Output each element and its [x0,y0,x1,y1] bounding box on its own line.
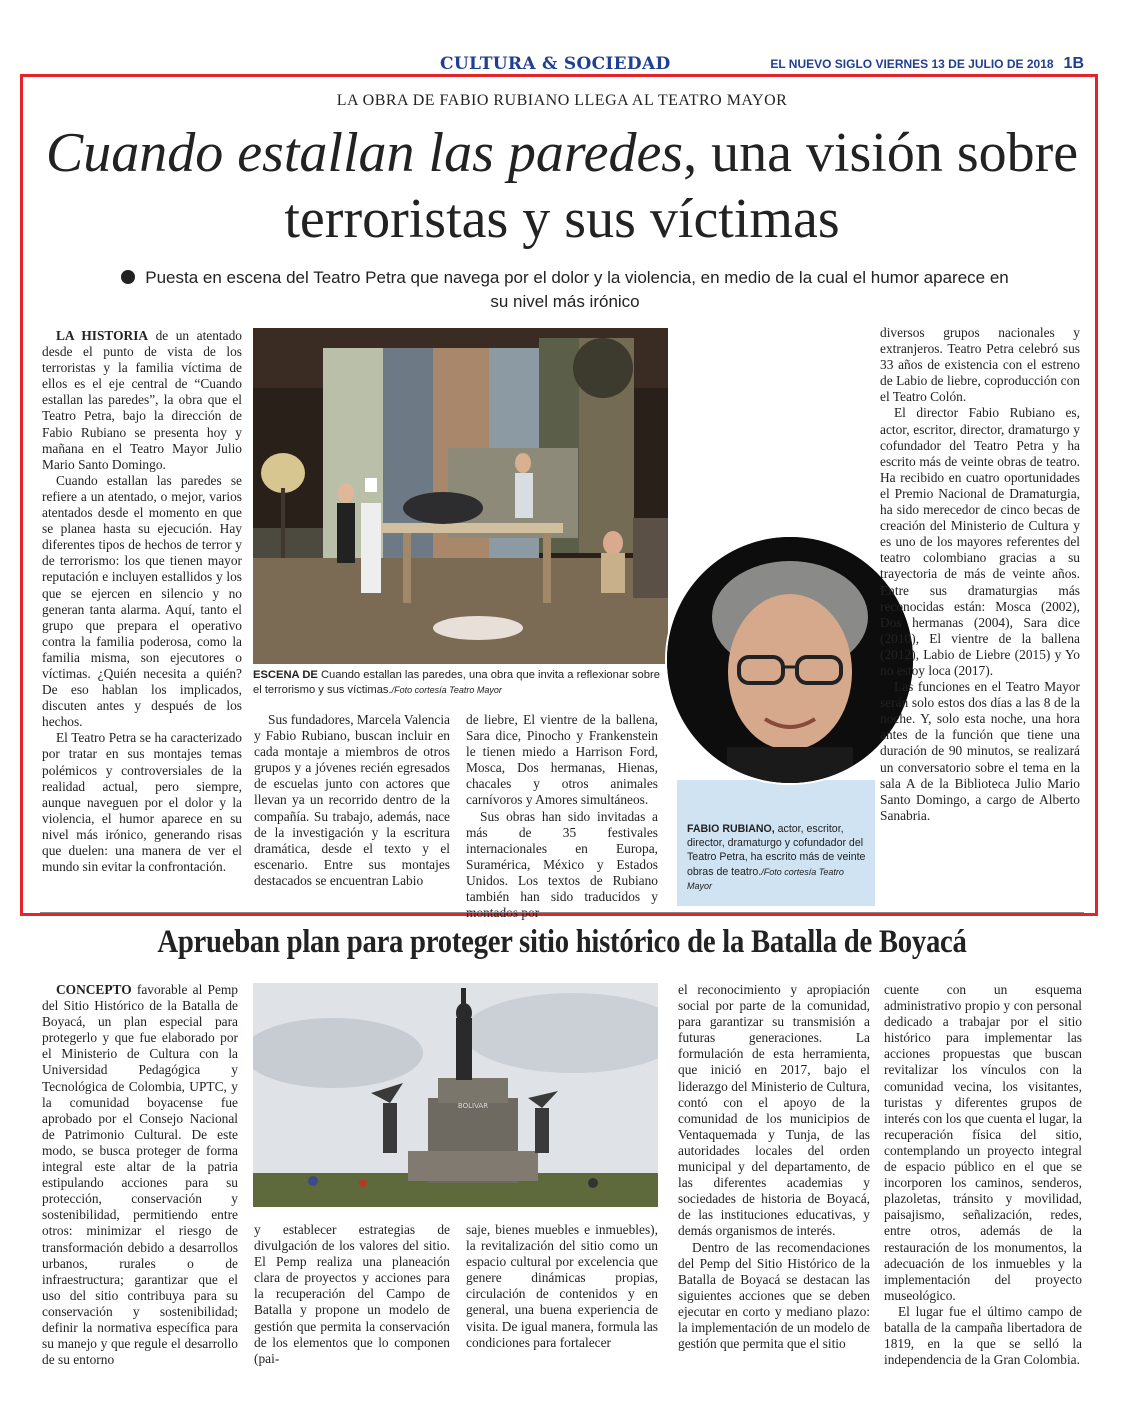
paragraph: Las funciones en el Teatro Mayor serán solo estos dos días a las 8 de la noche. Y, solo esta noche, una hora antes de la función que tiene una duración de 90 minutos, se realizará un conversatorio sobre el tema en la sala A de la Biblioteca Julio Mario Santo Domingo, a cargo de Alberto Sanabria. [880,679,1080,823]
portrait-credit: /Foto cortesía Teatro Mayor [687,866,844,891]
page-number: 1B [1063,55,1084,72]
article1-column-3 [466,712,658,921]
article1-deck [110,266,1020,314]
paragraph: de liebre, El vientre de la ballena, Sara dice, Pinocho y Frankenstein le tienen miedo a Harrison Ford, Mosca, Dos hermanas, Hienas, chacales y otros animales carnívoros y Amores simultáneos. [466,712,658,808]
article1-headline [30,120,1094,252]
paragraph: LA HISTORIA de un atentado desde el punto de vista de los terroristas y la familia víctima de ellos es el eje central de “Cuando estallan las paredes”, la obra que el Teatro Petra, bajo la dirección de Fabio Rubiano se presenta hoy y mañana en el Teatro Mayor Julio Mario Santo Domingo. [42,328,242,472]
play-title: Cuando estallan las paredes [45,122,684,184]
article1-column-4 [880,325,1080,824]
article2-column-2 [254,1222,450,1367]
article1-column-1 [42,328,242,875]
article2-column-4 [678,982,870,1352]
paragraph: Sus fundadores, Marcela Valencia y Fabio Rubiano, buscan incluir en cada montaje a miembros de otros grupos y a jóvenes recién egresados de escuelas junto con actores que llevan ya un recorrido dentro de la compañía. Su trabajo, además, nace de la investigación y la escritura dramática, desde el texto y el escenario. Entre sus montajes destacados se encuentran Labio [254,712,450,888]
paragraph: El lugar fue el último campo de batalla de la campaña libertadora de 1819, en la que se selló la independencia de la Gran Colombia. [884,1303,1082,1368]
portrait-illustration [667,537,913,783]
lead-caps: LA HISTORIA [56,328,149,343]
article2-headline: Aprueban plan para proteger sitio histórico de la Batalla de Boyacá [157,924,967,960]
article-divider [40,912,1084,913]
fabio-rubiano-portrait [665,535,915,785]
paragraph: CONCEPTO favorable al Pemp del Sitio Histórico de la Batalla de Boyacá, un plan especial para protegerlo y que fue elaborado por el Ministerio de Cultura con la Universidad Pedagógica y Tecnológica de Colombia, UPTC, y la comunidad boyacense fue aprobado por el Consejo Nacional de Patrimonio Cultural. De este modo, se busca proteger de forma integral este altar de la patria estipulando acciones para su protección, conservación y sostenibilidad, permitiendo entre otros: minimizar el riesgo de transformación debido a desarrollos urbanos, rurales o de infraestructura; garantizar que el uso del sitio contribuya para su conservación y sostenibilidad; definir la normativa específica para su manejo y que regule el desarrollo de su entorno [42,982,238,1368]
stage-illustration [253,328,668,664]
paragraph: El director Fabio Rubiano es, actor, escritor, director, dramaturgo y cofundador del Teatro Petra y ha escrito más de veinte obras de teatro. Ha recibido en cuatro oportunidades el Premio Nacional de Dramaturgia, ha sido merecedor de cinco becas de creación del Ministerio de Cultura y es uno de los mayores referentes del teatro colombiano gracias a su trayectoria de más de veinte años. Entre sus dramaturgias más reconocidas están: Mosca (2002), Dos hermanas (2004), Sara dice (2010), El vientre de la ballena (2012), Labio de Liebre (2015) y Yo no estoy loca (2017). [880,405,1080,678]
bullet-icon [121,270,135,284]
paragraph: saje, bienes muebles e inmuebles), la revitalización del sitio como un espacio cultural por excelencia que genere dinámicas propias, circulación de contenidos y en general, una buena experiencia de visita. De igual manera, formula las condiciones para fortalecer [466,1222,658,1350]
lead-caps: CONCEPTO [56,982,132,997]
paragraph: el reconocimiento y apropiación social por parte de la comunidad, para garantizar su transmisión a futuras generaciones. La formulación de esta herramienta, que inició en 2017, bajo el liderazgo del Ministerio de Cultura, contó con el apoyo de la comunidad de los municipios de Ventaquemada y Tunja, de las autoridades locales del orden municipal y del departamento, de las diferentes academias y sociedades de historia de Boyacá, de las instituciones educativas, y demás organismos de interés. [678,982,870,1239]
theater-scene-photo [253,328,668,664]
monument-inscription: BOLIVAR [457,1102,489,1110]
header-info [770,55,1084,73]
paragraph: cuente con un esquema administrativo propio y con personal dedicado a trabajar por el sitio histórico para implementar las acciones propuestas que buscan revitalizar los vínculos con la comunidad vecina, los visitantes, turistas y diferentes grupos de interés con los que cuenta el lugar, la recuperación física del sitio, contemplando un proyecto integral de espacio público en el que se incorporen los caminos, senderos, plazoletas, tránsito y movilidad, paisajismo, señalización, redes, entre otros, además de la restauración de los monumentos, la adecuación de los inmuebles y la implementación del proyecto museológico. [884,982,1083,1303]
monument-illustration [253,983,658,1207]
photo-credit: /Foto cortesía Teatro Mayor [391,684,502,695]
paragraph: Cuando estallan las paredes se refiere a un atentado, o mejor, varios atentados desde el momento en que se planea hasta su ejecución. Hay diferentes tipos de hechos de terror y de terrorismo: los que tienen mayor reputación e incluyen estallidos y los que se ejercen en silencio y no generan tanta alarma. Aquí, tanto el grupo que prepara el operativo contra la familia poderosa, como la familia misma, son ejecutores o víctimas. ¿Quién necesita a quién? De eso hablan los implicados, discuten antes y después de los hechos. [42,472,242,730]
paragraph: Sus obras han sido invitadas a más de 35 festivales internacionales en Europa, Suramérica, México y Estados Unidos. Los textos de Rubiano también han sido traducidos y montados por [466,808,658,921]
boyaca-monument-photo [253,983,658,1207]
article1-kicker: LA OBRA DE FABIO RUBIANO LLEGA AL TEATRO MAYOR [336,92,788,109]
paragraph: Dentro de las recomendaciones del Pemp del Sitio Histórico de la Batalla de Boyacá se destacan las siguientes acciones que se deben ejecutar en corto y mediano plazo: la implementación de un modelo de gestión que permita que el sitio [678,1239,870,1352]
portrait-caption: FABIO RUBIANO, actor, escritor, director, dramaturgo y cofundador del Teatro Petra, ha escrito más de veinte obras de teatro./Foto cortesía Teatro Mayor [687,823,866,891]
article1-column-2 [254,712,450,889]
article2-column-5 [884,982,1082,1368]
paragraph: y establecer estrategias de divulgación de los valores del sitio. El Pemp realiza una planeación clara de proyectos y acciones para la recuperación del Campo de Batalla y propone un modelo de gestión que permita la conservación de los elementos que lo componen (pai- [254,1222,450,1366]
deck-text: Puesta en escena del Teatro Petra que navega por el dolor y la violencia, en medio de la cual el humor aparece en su nivel más irónico [145,268,1009,311]
section-name: CULTURA & SOCIEDAD [440,54,671,74]
paragraph: diversos grupos nacionales y extranjeros. Teatro Petra celebró sus 33 años de existencia con el estreno de Labio de liebre, coproducción con el Teatro Colón. [880,325,1080,405]
headline-rest: , una visión sobre terroristas y sus víctimas [284,122,1079,250]
article2-column-3 [466,1222,658,1351]
photo-caption: ESCENA DE Cuando estallan las paredes, una obra que invita a reflexionar sobre el terrorismo y sus víctimas./Foto cortesía Teatro Mayor [253,669,660,696]
paragraph: El Teatro Petra se ha caracterizado por tratar en sus montajes temas polémicos y controversiales de la realidad actual, pero siempre, aunque naveguen por el dolor y la violencia, el humor aparece en su nivel más irónico, generando risas que duelen: una manera de ver el mundo sin evitar la confrontación. [42,730,242,875]
article2-column-1 [42,982,238,1368]
publication-date: EL NUEVO SIGLO VIERNES 13 DE JULIO DE 2018 [770,57,1054,71]
